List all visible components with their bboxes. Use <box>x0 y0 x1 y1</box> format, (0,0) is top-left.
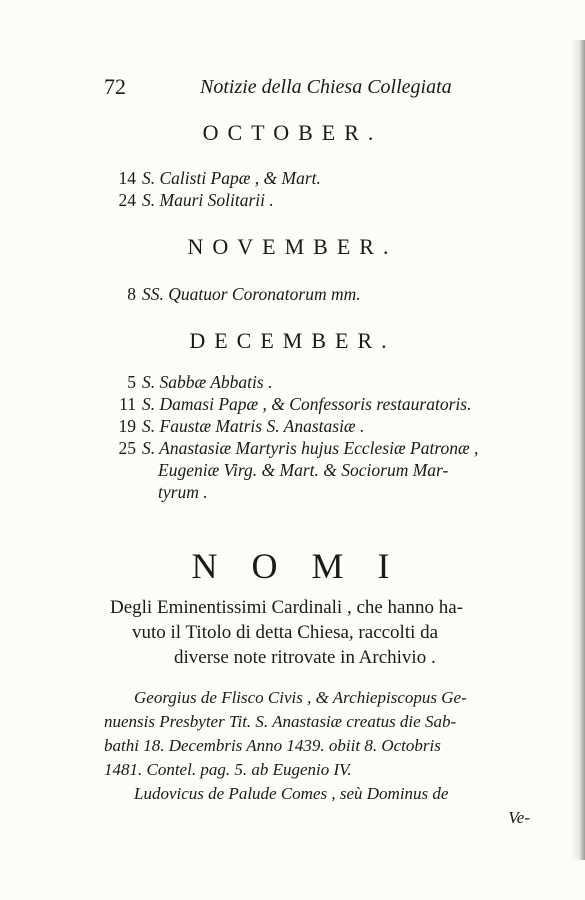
calendar-entry <box>108 284 548 306</box>
entry-text: Eugeniæ Virg. & Mart. & Sociorum Mar- <box>158 460 449 480</box>
intro-line: vuto il Titolo di detta Chiesa, raccolti da <box>132 622 439 643</box>
section-heading: NOMI <box>191 546 424 586</box>
entry-day: 11 <box>119 394 136 414</box>
entry-text: S. Calisti Papæ , & Mart. <box>142 168 321 188</box>
page-edge-shadow <box>571 40 585 860</box>
entry-text: S. Mauri Solitarii . <box>142 190 274 210</box>
calendar-entry <box>108 372 548 394</box>
calendar-entry <box>108 416 548 438</box>
page-header <box>104 70 464 100</box>
entry-day: 19 <box>118 416 136 436</box>
cardinal-entry-line: bathi 18. Decembris Anno 1439. obiit 8. Octobris <box>104 736 441 755</box>
cardinal-entry <box>104 688 544 832</box>
cardinal-entry-line: Georgius de Flisco Civis , & Archiepiscopus Ge- <box>134 688 467 707</box>
month-heading-december: DECEMBER. <box>189 328 396 353</box>
october-entries <box>108 168 548 212</box>
calendar-entry <box>108 190 548 212</box>
catchword: Ve- <box>508 808 530 827</box>
calendar-entry <box>108 168 548 190</box>
cardinal-entry-line: nuensis Presbyter Tit. S. Anastasiæ creatus die Sab- <box>104 712 457 731</box>
page-number: 72 <box>104 74 126 99</box>
cardinal-entry-line: 1481. Contel. pag. 5. ab Eugenio IV. <box>104 760 352 779</box>
entry-text: S. Damasi Papæ , & Confessoris restauratoris. <box>142 394 472 414</box>
calendar-entry <box>108 394 548 416</box>
calendar-entry-continuation <box>108 460 548 482</box>
cardinal-entry-line: Ludovicus de Paludе Comes , seù Dominus de <box>134 784 449 803</box>
calendar-entry-continuation <box>108 482 548 504</box>
entry-day: 25 <box>118 438 136 458</box>
entry-text: S. Faustæ Matris S. Anastasiæ . <box>142 416 365 436</box>
entry-day: 5 <box>127 372 136 392</box>
entry-day: 24 <box>118 190 136 210</box>
running-title: Notizie della Chiesa Collegiata <box>200 76 452 98</box>
section-intro <box>110 597 550 672</box>
november-entries <box>108 284 548 306</box>
entry-day: 8 <box>127 284 136 304</box>
intro-line: diverse note ritrovate in Archivio . <box>174 647 436 668</box>
intro-line: Degli Eminentissimi Cardinali , che hanno ha- <box>110 597 464 618</box>
month-heading-october: OCTOBER. <box>202 120 383 145</box>
entry-day: 14 <box>118 168 136 188</box>
december-entries <box>108 372 548 504</box>
entry-text: S. Sabbæ Abbatis . <box>142 372 273 392</box>
entry-text: S. Anastasiæ Martyris hujus Ecclesiæ Patronæ , <box>142 438 479 458</box>
month-heading-november: NOVEMBER. <box>187 234 398 259</box>
entry-text: tyrum . <box>158 482 208 502</box>
entry-text: SS. Quatuor Coronatorum mm. <box>142 284 361 304</box>
calendar-entry <box>108 438 548 460</box>
